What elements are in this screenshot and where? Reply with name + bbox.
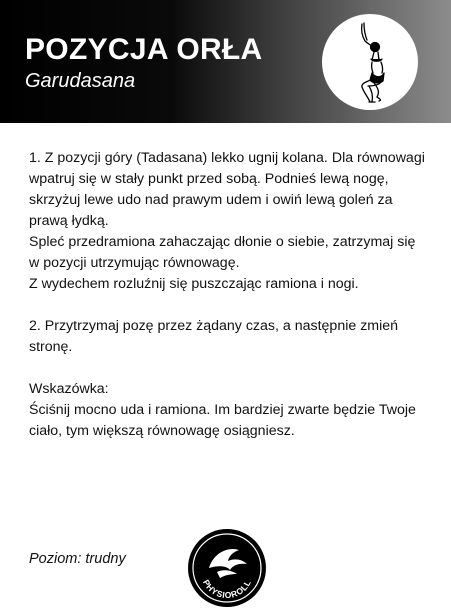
eagle-pose-figure-icon [322, 14, 418, 110]
spacer [29, 358, 429, 379]
spacer [29, 295, 429, 316]
difficulty-level: Poziom: trudny [29, 551, 126, 567]
step1-line-3: Z wydechem rozluźnij się puszczając ramiona i nogi. [29, 276, 359, 292]
step1-line-1: 1. Z pozycji góry (Tadasana) lekko ugnij kolana. Dla równowagi wpatruj się w stały punkt przed sobą. Podnieś lewą nogę, skrzyżuj lewe udo nad prawym udem i owiń lewą goleń za prawą łydką. [29, 150, 425, 229]
tip-text: Ściśnij mocno uda i ramiona. Im bardziej zwarte będzie Twoje ciało, tym większą równowagę osiągniesz. [29, 402, 416, 439]
header-banner [0, 0, 451, 123]
physioroll-logo-icon [187, 528, 267, 608]
page-title: POZYCJA ORŁA [25, 33, 263, 66]
instructions-body [29, 148, 429, 442]
page-subtitle: Garudasana [25, 70, 136, 92]
logo-text: PHYSIOROLL [200, 577, 254, 601]
tip-label: Wskazówka: [29, 381, 109, 397]
step2-text: 2. Przytrzymaj pozę przez żądany czas, a następnie zmień stronę. [29, 318, 399, 355]
step1-line-2: Spleć przedramiona zahaczając dłonie o siebie, zatrzymaj się w pozycji utrzymując równowagę. [29, 234, 416, 271]
